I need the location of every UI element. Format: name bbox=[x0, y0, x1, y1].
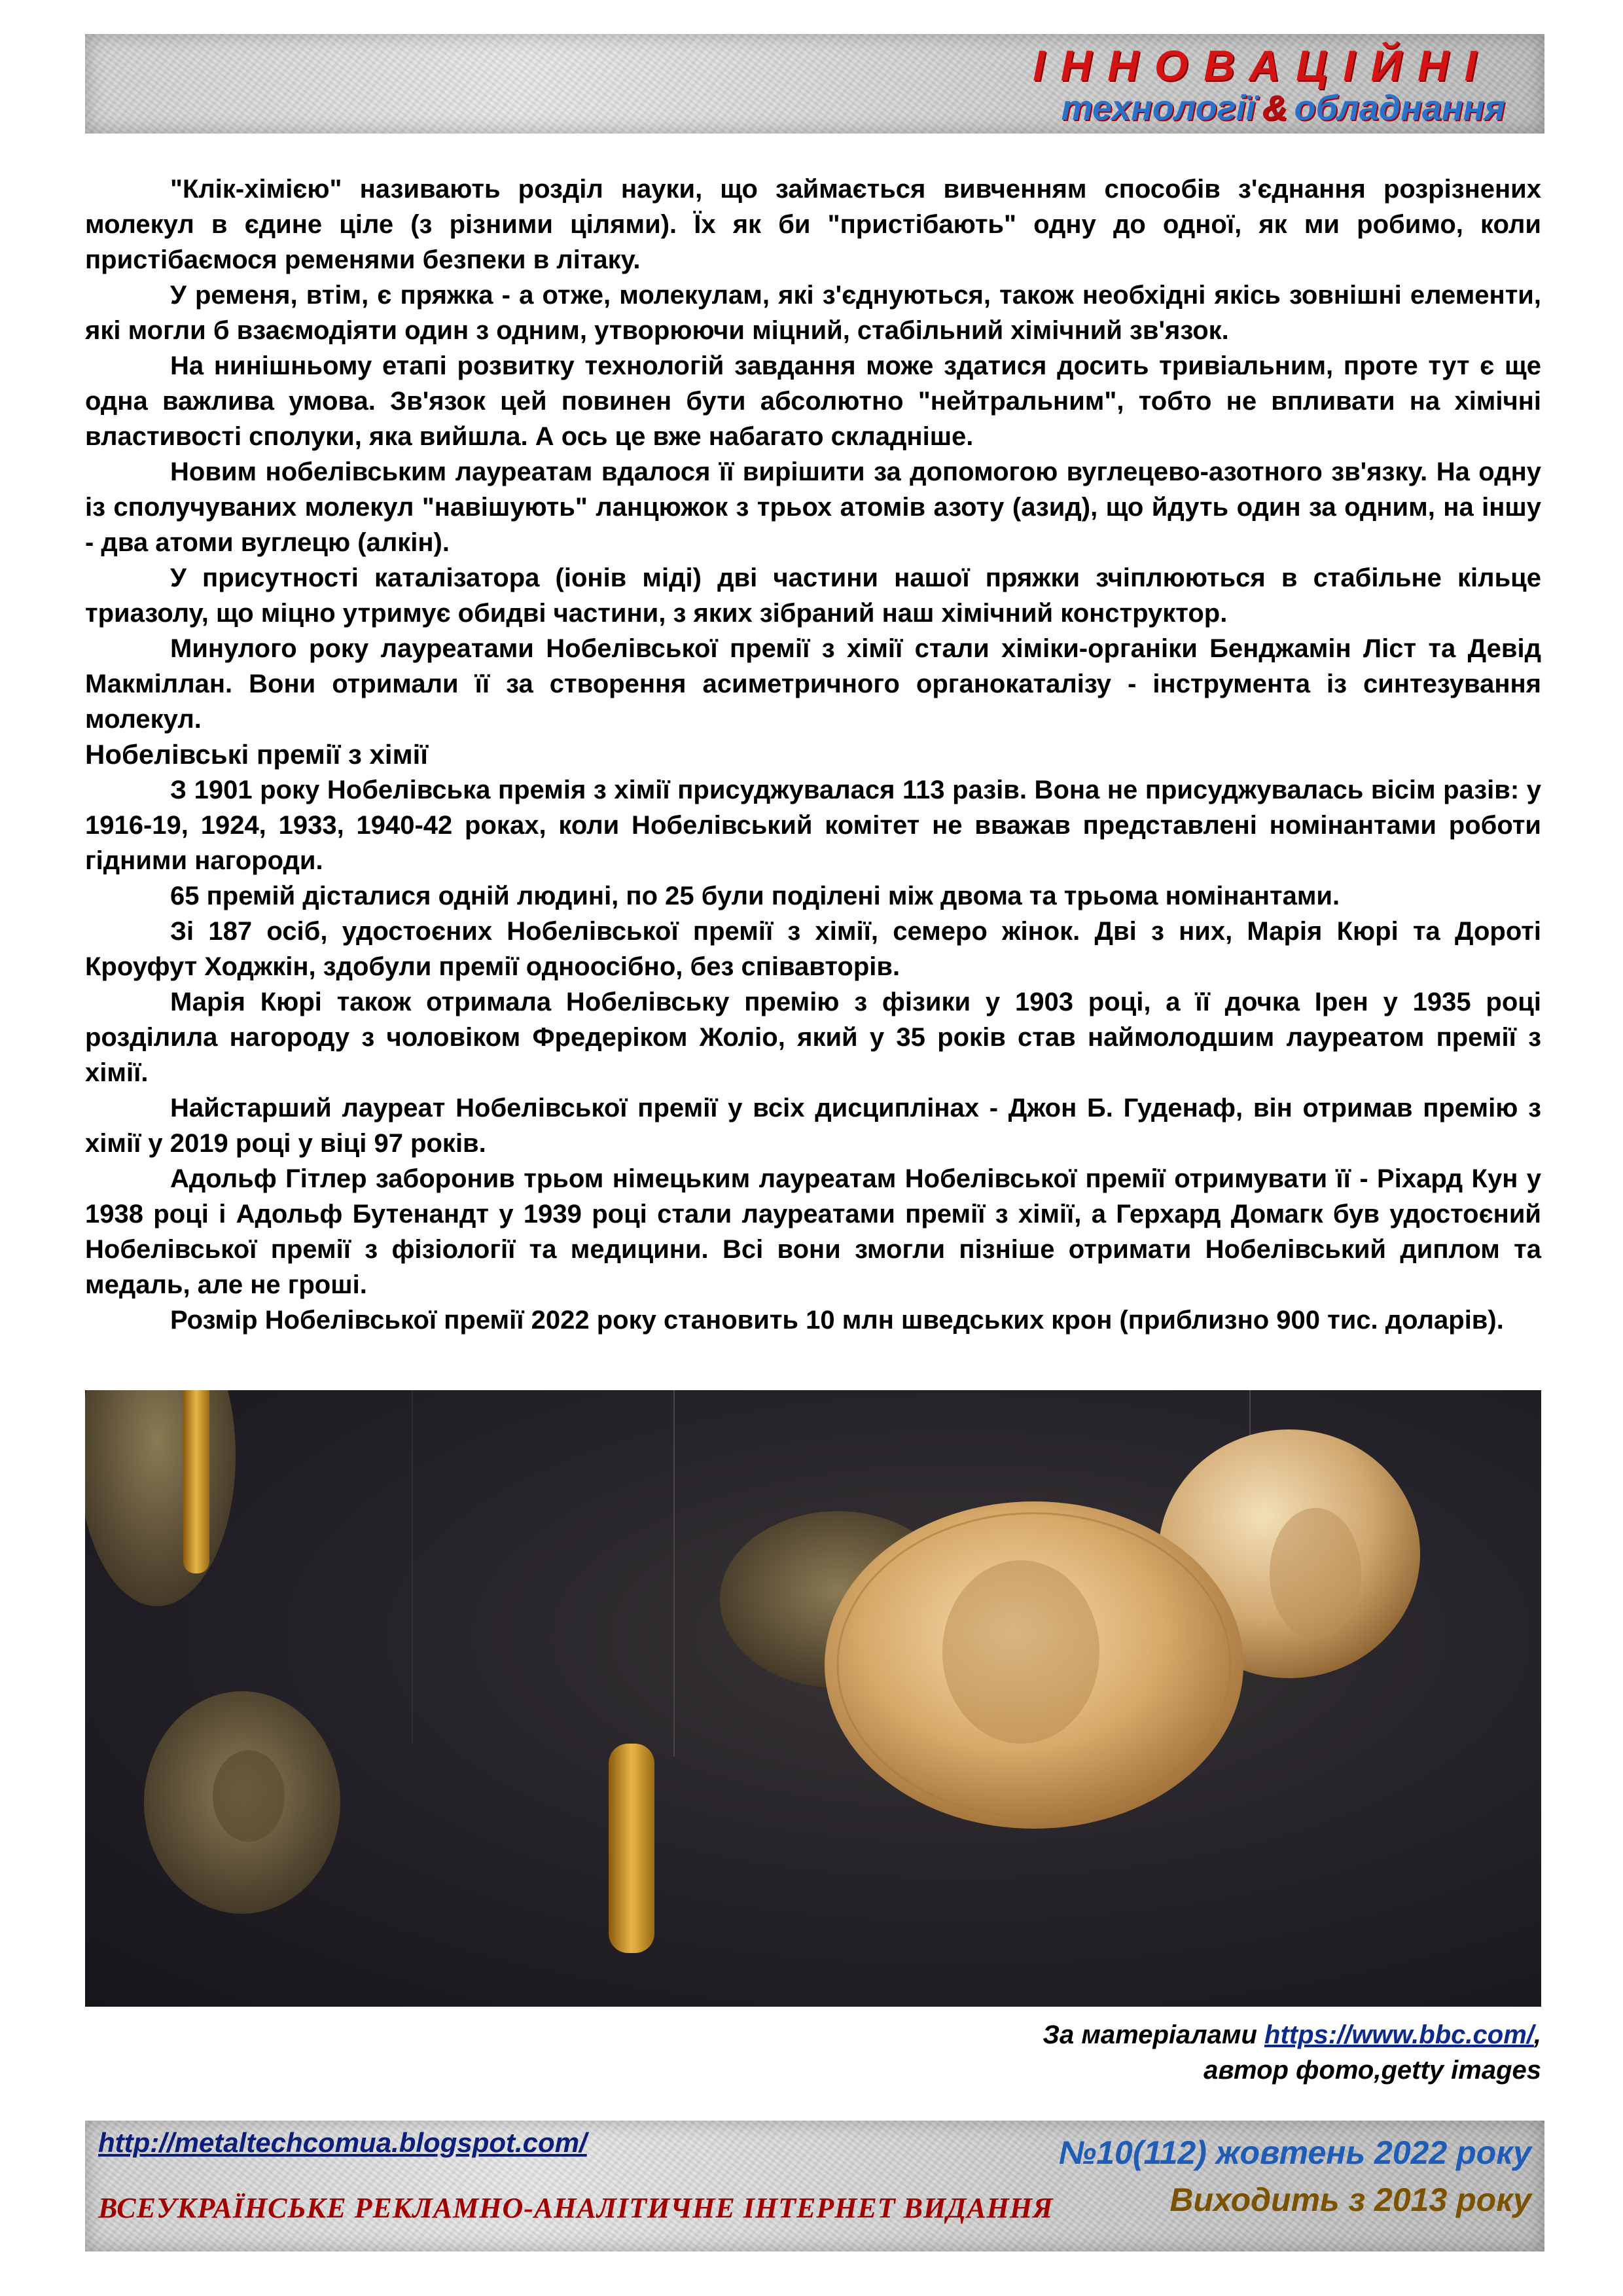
footer-since: Виходить з 2013 року bbox=[1169, 2181, 1531, 2218]
medal-top-left bbox=[85, 1390, 236, 1606]
paragraph: Минулого року лауреатами Нобелівської премії з хімії стали хіміки-органіки Бенджамін Ліст та Девід Макміллан. Вони отримали її за створення асиметричного органокаталізу - інструмента із синтезування молекул. bbox=[85, 634, 1541, 734]
paragraph: 65 премій дісталися одній людині, по 25 були поділені між двома та трьома номінантами. bbox=[170, 882, 1340, 910]
subtitle-amp: & bbox=[1262, 88, 1288, 128]
magazine-subtitle bbox=[1061, 88, 1505, 128]
paragraph: На нинішньому етапі розвитку технологій завдання може здатися досить тривіальним, проте тут є ще одна важлива умова. Зв'язок цей повинен бути абсолютно "нейтральним", тобто не впливати на хімічні властивості сполуки, яка вийшла. А ось це вже набагато складніше. bbox=[85, 351, 1541, 451]
footer-issue: №10(112) жовтень 2022 року bbox=[1058, 2134, 1531, 2171]
footer-banner bbox=[85, 2121, 1544, 2251]
footer-description: ВСЕУКРАЇНСЬКЕ РЕКЛАМНО-АНАЛІТИЧНЕ ІНТЕРНЕТ ВИДАННЯ bbox=[98, 2192, 1054, 2224]
paragraph: Новим нобелівським лауреатам вдалося її вирішити за допомогою вуглецево-азотного зв'язку. На одну із сполучуваних молекул "навішують" ланцюжок з трьох атомів азоту (азид), що йдуть один за одним, на іншу - два атоми вуглецю (алкін). bbox=[85, 457, 1541, 557]
medals-illustration bbox=[85, 1390, 1541, 2007]
credit-link[interactable]: https://www.bbc.com/ bbox=[1264, 2020, 1534, 2049]
paragraph: Розмір Нобелівської премії 2022 року становить 10 млн шведських крон (приблизно 900 тис. доларів). bbox=[170, 1306, 1504, 1335]
subtitle-left: технології bbox=[1061, 88, 1256, 128]
photo-credit bbox=[1043, 2017, 1541, 2088]
magazine-title: ІННОВАЦІЙНІ bbox=[1033, 41, 1492, 90]
paragraph: Адольф Гітлер заборонив трьом німецьким лауреатам Нобелівської премії отримувати її - Ріхард Кун у 1938 році і Адольф Бутенандт у 1939 році стали лауреатами премії з хімії, а Герхард Домагк був удостоєний Нобелівської премії з фізіології та медицини. Всі вони змогли пізніше отримати Нобелівський диплом та медаль, але не гроші. bbox=[85, 1164, 1541, 1299]
subtitle-right: обладнання bbox=[1294, 88, 1505, 128]
medal-top-left-edge bbox=[183, 1390, 209, 1573]
header-banner bbox=[85, 34, 1544, 134]
credit-prefix: За матеріалами bbox=[1043, 2020, 1265, 2049]
paragraph: "Клік-хімією" називають розділ науки, що займається вивченням способів з'єднання розрізнених молекул в єдине ціле (з різними цілями). Їх як би "пристібають" одну до одної, як ми робимо, коли пристібаємося ременями безпеки в літаку. bbox=[85, 175, 1541, 274]
section-heading: Нобелівські премії з хімії bbox=[85, 739, 429, 770]
paragraph: З 1901 року Нобелівська премія з хімії присуджувалася 113 разів. Вона не присуджувалась вісім разів: у 1916-19, 1924, 1933, 1940-42 роках, коли Нобелівський комітет не вважав представлені номінантами роботи гідними нагороди. bbox=[85, 776, 1541, 875]
footer-url[interactable]: http://metaltechcomua.blogspot.com/ bbox=[98, 2127, 587, 2158]
paragraph: Зі 187 осіб, удостоєних Нобелівської премії з хімії, семеро жінок. Дві з них, Марія Кюрі та Дороті Кроуфут Ходжкін, здобули премії одноосібно, без співавторів. bbox=[85, 917, 1541, 981]
nobel-medals-photo bbox=[85, 1390, 1541, 2007]
credit-line2: автор фото,getty images bbox=[1204, 2056, 1541, 2085]
credit-suffix: , bbox=[1533, 2020, 1541, 2049]
paragraph: Найстарший лауреат Нобелівської премії у всіх дисциплінах - Джон Б. Гуденаф, він отримав премію з хімії у 2019 році у віці 97 років. bbox=[85, 1094, 1541, 1158]
paragraph: У ременя, втім, є пряжка - а отже, молекулам, які з'єднуються, також необхідні якісь зовнішні елементи, які могли б взаємодіяти один з одним, утворюючи міцний, стабільний хімічний зв'язок. bbox=[85, 281, 1541, 345]
paragraph: Марія Кюрі також отримала Нобелівську премію з фізики у 1903 році, а її дочка Ірен у 1935 році розділила нагороду з чоловіком Фредеріком Жоліо, який у 35 років став наймолодшим лауреатом премії з хімії. bbox=[85, 988, 1541, 1087]
paragraph: У присутності каталізатора (іонів міді) дві частини нашої пряжки зчіплюються в стабільне кільце триазолу, що міцно утримує обидві частини, з яких зібраний наш хімічний конструктор. bbox=[85, 564, 1541, 628]
medal-edge-center bbox=[609, 1744, 654, 1953]
article-body bbox=[85, 171, 1541, 1338]
